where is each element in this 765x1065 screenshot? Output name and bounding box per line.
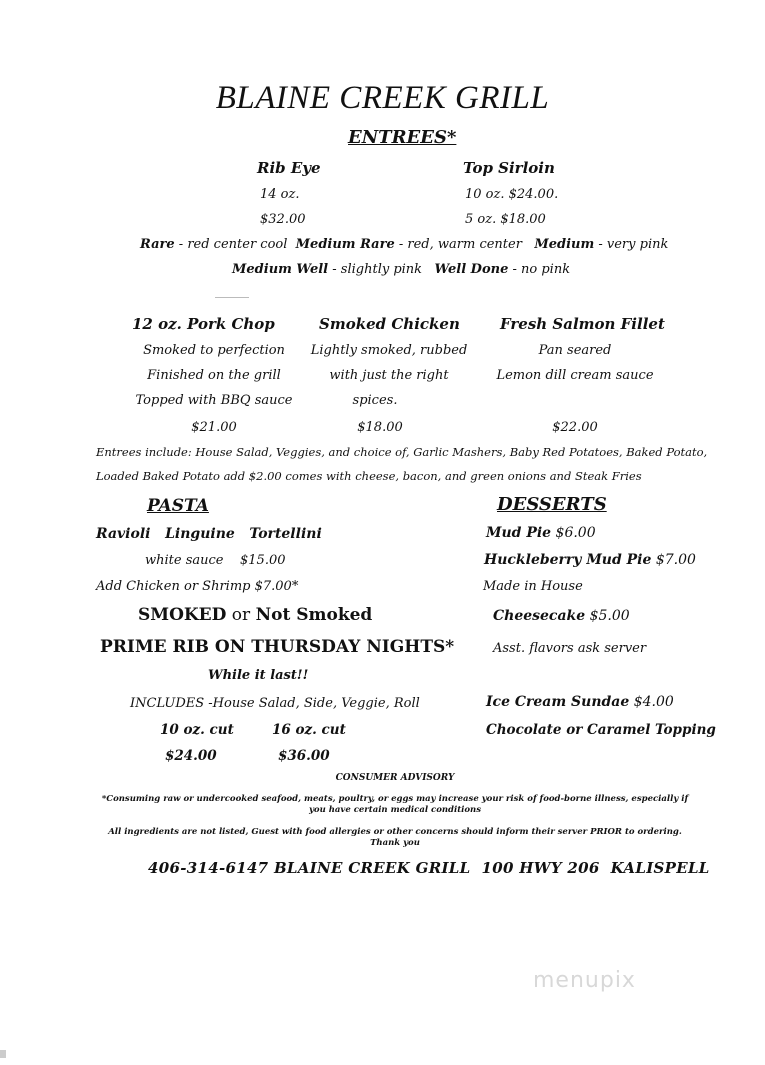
- mud-pie-price: $6.00: [551, 525, 596, 541]
- temps-line2: [232, 262, 570, 277]
- advisory-line4: Thank you: [370, 838, 420, 848]
- advisory-title: CONSUMER ADVISORY: [335, 773, 455, 783]
- entrees-include-1: Entrees include: House Salad, Veggies, and choice of, Garlic Mashers, Baby Red Potatoes, Baked Potato,: [96, 445, 708, 459]
- top-sirloin-name: Top Sirloin: [463, 159, 555, 177]
- cheesecake-flavors: Asst. flavors ask server: [493, 641, 647, 656]
- prime-rib-title: PRIME RIB ON THURSDAY NIGHTS*: [100, 637, 455, 657]
- entrees-include-2: Loaded Baked Potato add $2.00 comes with cheese, bacon, and green onions and Steak Fries: [96, 469, 642, 483]
- temp-well-done: Well Done: [434, 262, 509, 277]
- temp-medium-desc: - very pink: [594, 237, 669, 252]
- rib-eye-size: 14 oz.: [260, 187, 300, 202]
- salmon-name: Fresh Salmon Fillet: [500, 315, 665, 333]
- cheesecake: [493, 608, 630, 624]
- temp-medium-well-desc: - slightly pink: [328, 262, 423, 277]
- advisory-line3: All ingredients are not listed, Guest with food allergies or other concerns should inform their server PRIOR to ordering.: [108, 827, 682, 837]
- temp-medium-well: Medium Well: [232, 262, 329, 277]
- pork-chop-price: $21.00: [191, 420, 237, 435]
- smoked-chicken-name: Smoked Chicken: [319, 315, 460, 333]
- pasta-header: PASTA: [147, 496, 209, 516]
- footer-contact: 406-314-6147 BLAINE CREEK GRILL 100 HWY 206 KALISPELL: [148, 859, 710, 877]
- temp-rare-desc: - red center cool: [174, 237, 288, 252]
- top-sirloin-line2: 5 oz. $18.00: [465, 212, 546, 227]
- prime-rib-price-10: $24.00: [165, 748, 217, 764]
- sundae-name: Ice Cream Sundae: [486, 694, 630, 710]
- prime-rib-price-16: $36.00: [278, 748, 330, 764]
- prime-rib-cut-10: 10 oz. cut: [160, 722, 234, 738]
- temps-line1: [140, 237, 668, 252]
- scan-mark: [215, 297, 249, 298]
- cheesecake-price: $5.00: [585, 608, 630, 624]
- smoked-label: SMOKED: [138, 605, 227, 625]
- smoked-chicken-desc-2: with just the right: [329, 368, 449, 383]
- made-in-house: Made in House: [483, 579, 583, 594]
- salmon-desc-2: Lemon dill cream sauce: [496, 368, 654, 383]
- rib-eye-price: $32.00: [260, 212, 306, 227]
- sundae-price: $4.00: [629, 694, 674, 710]
- rib-eye-name: Rib Eye: [257, 159, 321, 177]
- cheesecake-name: Cheesecake: [493, 608, 586, 624]
- pork-chop-desc-3: Topped with BBQ sauce: [135, 393, 293, 408]
- salmon-price: $22.00: [552, 420, 598, 435]
- smoked-chicken-desc-1: Lightly smoked, rubbed: [310, 343, 468, 358]
- entrees-header: ENTREES*: [348, 127, 457, 148]
- temp-rare: Rare: [140, 237, 175, 252]
- huckleberry-mud-pie: [484, 552, 696, 568]
- smoked-chicken-price: $18.00: [357, 420, 403, 435]
- mud-pie-name: Mud Pie: [486, 525, 552, 541]
- smoked-or: or: [226, 605, 256, 625]
- not-smoked-label: Not Smoked: [255, 605, 373, 625]
- pork-chop-desc-2: Finished on the grill: [147, 368, 281, 383]
- scan-edge: [0, 1050, 6, 1058]
- top-sirloin-line1: 10 oz. $24.00.: [465, 187, 559, 202]
- pork-chop-name: 12 oz. Pork Chop: [132, 315, 275, 333]
- temp-medium-rare-desc: - red, warm center: [394, 237, 522, 252]
- advisory-line2: you have certain medical conditions: [308, 805, 482, 815]
- huckleberry-name: Huckleberry Mud Pie: [484, 552, 652, 568]
- mud-pie: [486, 525, 596, 541]
- prime-rib-includes: INCLUDES -House Salad, Side, Veggie, Roll: [130, 696, 420, 711]
- smoked-chicken-desc-3: spices.: [352, 393, 398, 408]
- temp-well-done-desc: - no pink: [508, 262, 571, 277]
- desserts-header: DESSERTS: [497, 494, 607, 515]
- pasta-types: Ravioli Linguine Tortellini: [96, 526, 322, 542]
- prime-rib-cut-16: 16 oz. cut: [272, 722, 346, 738]
- salmon-desc-1: Pan seared: [538, 343, 612, 358]
- temp-medium: Medium: [534, 237, 595, 252]
- pasta-addon: Add Chicken or Shrimp $7.00*: [96, 579, 299, 594]
- temp-medium-rare: Medium Rare: [295, 237, 395, 252]
- huckleberry-price: $7.00: [651, 552, 696, 568]
- menupix-watermark: menupix: [533, 968, 636, 993]
- restaurant-title: BLAINE CREEK GRILL: [215, 80, 550, 116]
- pasta-sauce-price: white sauce $15.00: [145, 553, 286, 568]
- smoked-option: [138, 605, 372, 625]
- sundae-topping: Chocolate or Caramel Topping: [486, 722, 716, 738]
- pork-chop-desc-1: Smoked to perfection: [143, 343, 285, 358]
- advisory-line1: *Consuming raw or undercooked seafood, meats, poultry, or eggs may increase your risk of food-borne illness, especially if: [101, 794, 689, 804]
- prime-rib-while: While it last!!: [208, 668, 309, 683]
- ice-cream-sundae: [486, 694, 674, 710]
